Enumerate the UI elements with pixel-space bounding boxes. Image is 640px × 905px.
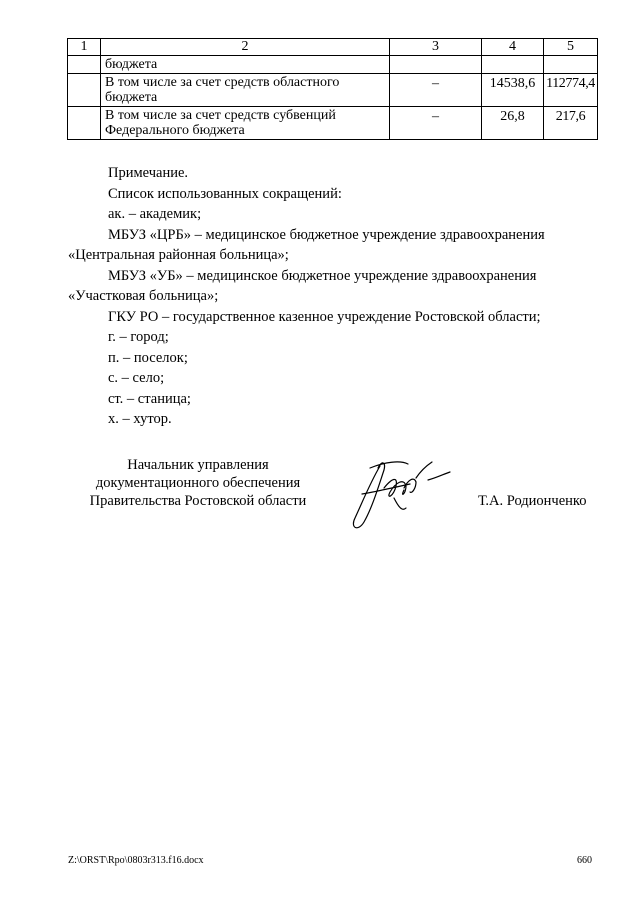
note-line: с. – село; — [108, 370, 165, 386]
signatory-title-line: Начальник управления — [127, 457, 269, 473]
table-row — [68, 74, 598, 107]
table-cell-number — [68, 107, 101, 140]
note-line: г. – город; — [108, 329, 169, 345]
note-line: МБУЗ «УБ» – медицинское бюджетное учреждение здравоохранения — [108, 267, 537, 284]
note-line: ак. – академик; — [108, 206, 202, 222]
table-header-cell: 5 — [544, 39, 598, 56]
table-cell-col4 — [482, 56, 544, 74]
note-line: ст. – станица; — [108, 390, 191, 407]
abbreviations-notes — [68, 163, 596, 430]
handwritten-signature — [340, 448, 460, 538]
table-cell-col4: 14538,6 — [482, 74, 544, 107]
note-line: МБУЗ «ЦРБ» – медицинское бюджетное учреждение здравоохранения — [108, 226, 545, 243]
table-cell-name: бюджета — [101, 56, 390, 74]
signatory-title-line: Правительства Ростовской области — [89, 493, 307, 509]
signatory-title — [68, 456, 328, 510]
table-header-row — [68, 39, 598, 56]
table-header-cell: 1 — [68, 39, 101, 56]
table-cell-col3: – — [390, 107, 482, 140]
note-line: «Участковая больница»; — [68, 288, 219, 304]
table-cell-name: В том числе за счет средств субвенций Федерального бюджета — [101, 107, 390, 140]
signatory-name: Т.А. Родионченко — [478, 493, 587, 509]
table-row — [68, 107, 598, 140]
table-row — [68, 56, 598, 74]
note-line: «Центральная районная больница»; — [68, 247, 289, 263]
footer-page-number: 660 — [577, 855, 592, 866]
note-line: Список использованных сокращений: — [108, 185, 342, 202]
table-cell-col4: 26,8 — [482, 107, 544, 140]
table-cell-col5 — [544, 56, 598, 74]
note-line: ГКУ РО – государственное казенное учреждение Ростовской области; — [108, 308, 541, 325]
table-cell-col3: – — [390, 74, 482, 107]
table-cell-col3 — [390, 56, 482, 74]
table-header-cell: 4 — [482, 39, 544, 56]
table-cell-number — [68, 56, 101, 74]
table-cell-col5: 217,6 — [544, 107, 598, 140]
note-heading: Примечание. — [108, 165, 189, 181]
table-cell-name: В том числе за счет средств областного бюджета — [101, 74, 390, 107]
table-cell-col5: 112774,4 — [544, 74, 598, 107]
note-line: х. – хутор. — [108, 411, 172, 427]
signatory-title-line: документационного обеспечения — [95, 475, 301, 491]
budget-table — [67, 38, 598, 140]
table-cell-number — [68, 74, 101, 107]
footer-file-path: Z:\ORST\Rpo\0803r313.f16.docx — [68, 855, 204, 866]
table-header-cell: 3 — [390, 39, 482, 56]
note-line: п. – поселок; — [108, 349, 188, 366]
table-header-cell: 2 — [101, 39, 390, 56]
